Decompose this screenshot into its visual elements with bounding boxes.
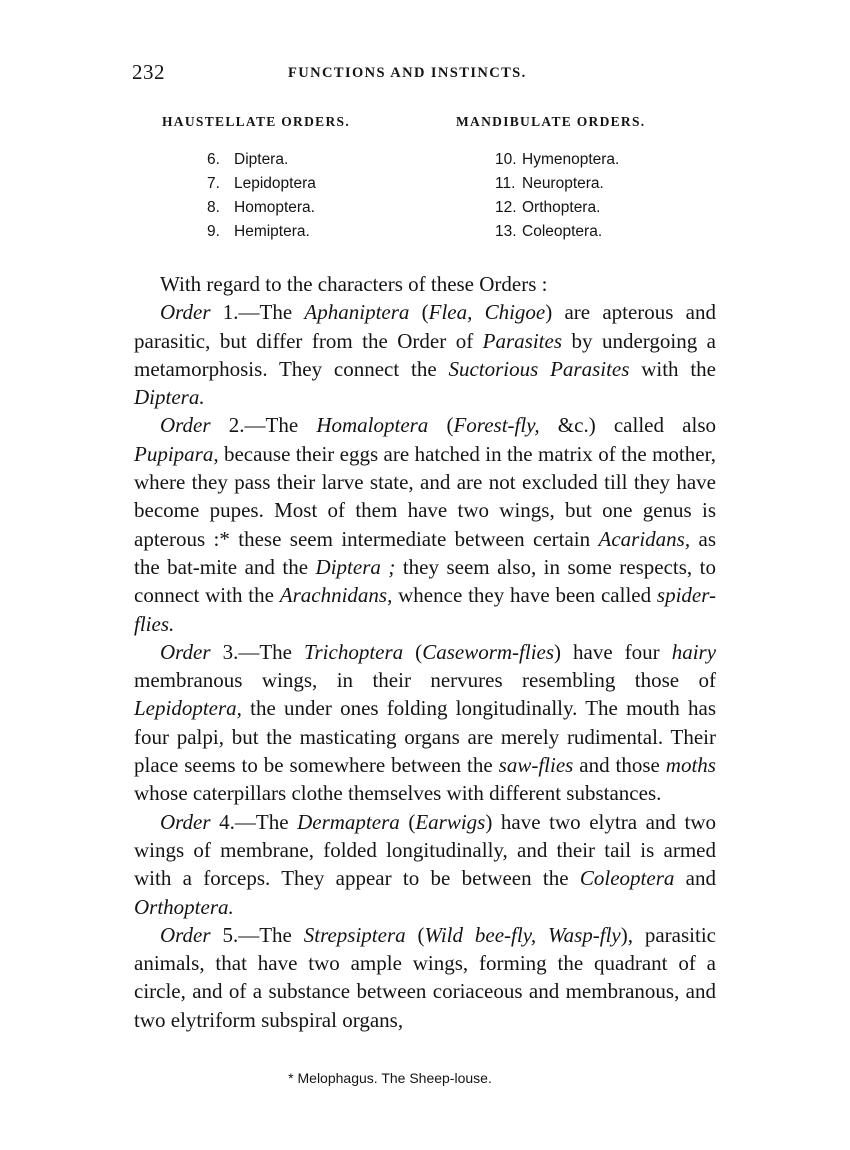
text-fragment: with the (629, 356, 716, 381)
item-number: 6. (207, 151, 220, 168)
italic-term: Lepidoptera, (134, 696, 242, 721)
list-item (495, 220, 619, 244)
running-head: FUNCTIONS AND INSTINCTS. (288, 65, 527, 81)
text-fragment: because their eggs are hatched in the matrix of the mother, where they pass their larve state, and are not excluded till they have become pupes. Most of them have two wings, but one genus is apterous :* these seem intermediate between certain (134, 441, 716, 551)
italic-term: Coleoptera (579, 866, 675, 891)
text-fragment: and (674, 866, 716, 891)
text-fragment: ( (405, 922, 425, 947)
text-fragment: &c.) called also (539, 413, 716, 438)
italic-term: hairy (671, 639, 717, 664)
item-number: 8. (207, 199, 220, 216)
order-label: Order (160, 922, 211, 947)
footnote-mark: * (288, 1070, 294, 1086)
text-fragment: membranous wings, in their nervures resembling those of (134, 668, 716, 693)
common-name: Flea, Chigoe (428, 300, 546, 325)
italic-term: Parasites (482, 328, 563, 353)
order-number: 2.—The (210, 413, 317, 438)
item-name: Homoptera. (234, 199, 315, 216)
text-fragment: by undergoing a metamorphosis. They connect the (134, 328, 716, 381)
list-item (495, 196, 619, 220)
italic-term: Orthoptera. (134, 894, 234, 919)
common-name: Caseworm-flies (422, 639, 555, 664)
order-number: 4.—The (210, 809, 298, 834)
list-item (207, 220, 316, 244)
text-fragment: whence they have been called (392, 583, 657, 608)
text-fragment: ( (409, 300, 429, 325)
body-text (134, 270, 716, 1034)
order-name: Homaloptera (316, 413, 429, 438)
italic-term: Acaridans, (598, 526, 691, 551)
intro-paragraph: With regard to the characters of these Orders : (160, 272, 548, 296)
haustellate-list (207, 148, 316, 244)
footnote-name: Melophagus. (297, 1070, 378, 1086)
item-number: 9. (207, 223, 220, 240)
italic-term: spider-flies. (134, 583, 716, 636)
order-name: Dermaptera (297, 809, 400, 834)
item-number: 11. (495, 175, 516, 192)
mandibulate-heading: MANDIBULATE ORDERS. (456, 114, 646, 129)
item-name: Neuroptera. (522, 175, 604, 192)
item-name: Hemiptera. (234, 223, 310, 240)
list-item (207, 196, 316, 220)
order-label: Order (160, 413, 211, 438)
text-fragment: ( (399, 809, 416, 834)
footnote (0, 1070, 850, 1086)
item-number: 10. (495, 151, 517, 168)
order-2-paragraph (134, 411, 716, 637)
item-number: 7. (207, 175, 220, 192)
common-name: Earwigs (415, 809, 486, 834)
text-fragment: ( (428, 413, 454, 438)
order-name: Strepsiptera (303, 922, 406, 947)
item-number: 12. (495, 199, 517, 216)
text-fragment: the under ones folding longitudinally. The mouth has four palpi, but the masticating organs are merely rudimental. Their place seems to be somewhere between the (134, 696, 716, 778)
item-number: 13. (495, 223, 517, 240)
mandibulate-list (495, 148, 619, 244)
item-name: Orthoptera. (522, 199, 601, 216)
text-fragment: ) are apterous and parasitic, but differ from the Order of (134, 300, 716, 353)
italic-term: Suctorious Parasites (448, 356, 630, 381)
list-item (207, 172, 316, 196)
order-number: 5.—The (210, 922, 304, 947)
italic-term: Diptera. (134, 385, 205, 410)
text-fragment: and those (573, 753, 666, 778)
italic-term: Pupipara, (134, 441, 219, 466)
text-fragment: whose caterpillars clothe themselves with different substances. (134, 781, 662, 806)
text-fragment: ( (403, 639, 423, 664)
italic-term: Diptera ; (315, 554, 396, 579)
page-header (0, 60, 850, 90)
order-3-paragraph (134, 638, 716, 808)
item-name: Lepidoptera (234, 175, 316, 192)
text-fragment: ) have two elytra and two wings of membrane, folded longitudinally, and their tail is armed with a forceps. They appear to be between the (134, 809, 716, 891)
order-number: 3.—The (210, 639, 304, 664)
order-name: Aphaniptera (304, 300, 410, 325)
item-name: Diptera. (234, 151, 289, 168)
list-item (495, 148, 619, 172)
order-number: 1.—The (210, 300, 305, 325)
common-name: Forest-fly, (453, 413, 540, 438)
italic-term: saw-flies (498, 753, 574, 778)
page-number: 232 (132, 60, 165, 84)
common-name: Wild bee-fly, Wasp-fly (424, 922, 621, 947)
orders-table (0, 114, 850, 254)
order-label: Order (160, 300, 211, 325)
order-1-paragraph (134, 298, 716, 411)
list-item (207, 148, 316, 172)
footnote-text: The Sheep-louse. (381, 1070, 492, 1086)
text-fragment: as the bat-mite and the (134, 526, 716, 579)
italic-term: moths (665, 753, 716, 778)
italic-term: Arachnidans, (279, 583, 393, 608)
text-fragment: ) have four (554, 639, 672, 664)
item-name: Coleoptera. (522, 223, 603, 240)
text-fragment: they seem also, in some respects, to connect with the (134, 554, 717, 608)
order-label: Order (160, 639, 211, 664)
haustellate-heading: HAUSTELLATE ORDERS. (162, 114, 350, 129)
order-4-paragraph (134, 808, 716, 921)
list-item (495, 172, 619, 196)
order-5-paragraph (134, 921, 716, 1034)
text-fragment: ), parasitic animals, that have two ample wings, forming the quadrant of a circle, and of a substance between coriaceous and membranous, and two elytriform subspiral organs, (134, 922, 716, 1032)
order-label: Order (160, 809, 211, 834)
item-name: Hymenoptera. (522, 151, 620, 168)
order-name: Trichoptera (303, 639, 404, 664)
